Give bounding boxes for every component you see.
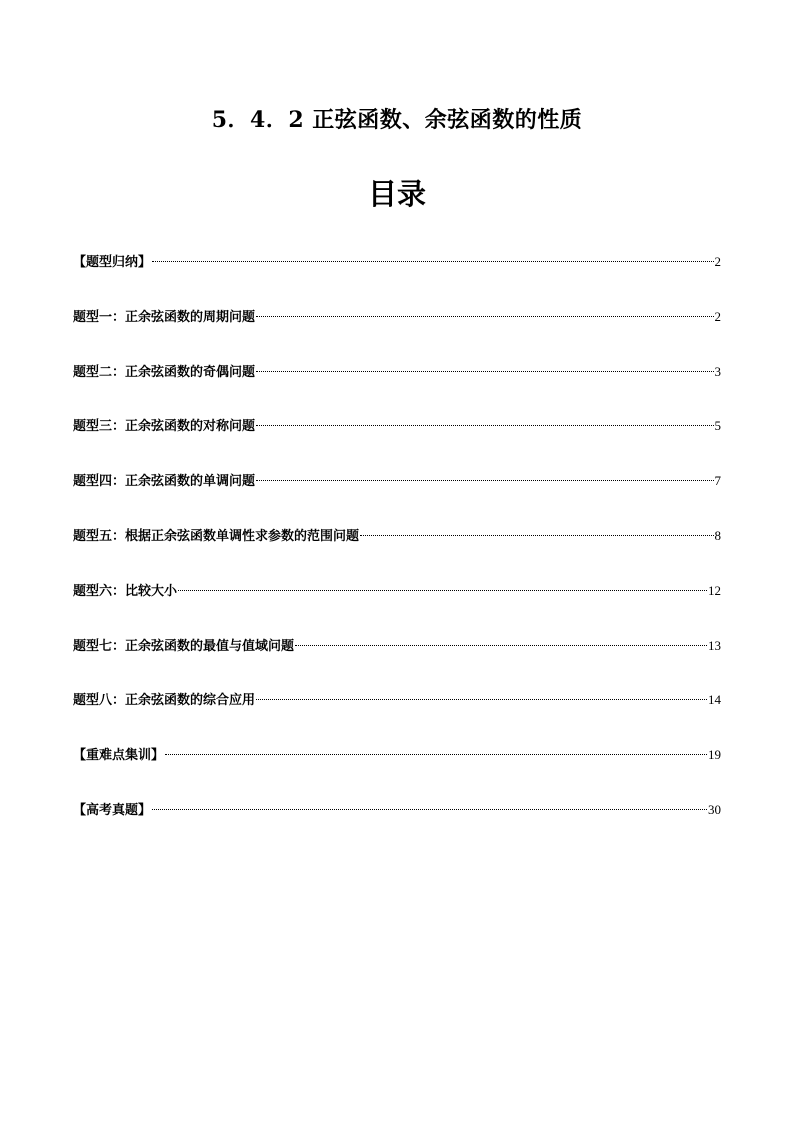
document-title: 5．4．2 正弦函数、余弦函数的性质 <box>211 107 583 133</box>
toc-entry-label: 【重难点集训】 <box>73 748 165 764</box>
toc-entry-page: 12 <box>708 582 721 598</box>
toc-entry-label: 【高考真题】 <box>73 802 152 818</box>
toc-entry-label: 题型二：正余弦函数的奇偶问题 <box>73 364 256 380</box>
toc-entry-type-6[interactable] <box>73 579 721 634</box>
toc-entry-type-1[interactable] <box>73 305 721 360</box>
toc-entry-type-4[interactable] <box>73 469 721 524</box>
toc-leader-dots <box>256 370 713 372</box>
toc-leader-dots <box>165 753 707 755</box>
toc-leader-dots <box>256 424 713 426</box>
toc-leader-dots <box>178 589 707 591</box>
toc-entry-page: 19 <box>708 747 721 763</box>
toc-leader-dots <box>256 479 713 481</box>
toc-entry-type-3[interactable] <box>73 414 721 469</box>
toc-entry-label: 题型七：正余弦函数的最值与值域问题 <box>73 638 295 654</box>
toc-entry-label: 题型四：正余弦函数的单调问题 <box>73 474 256 490</box>
toc-entry-question-types[interactable] <box>73 250 721 305</box>
toc-entry-page: 8 <box>714 527 721 543</box>
toc-entry-type-8[interactable] <box>73 688 721 743</box>
toc-entry-page: 2 <box>714 308 721 324</box>
toc-entry-page: 5 <box>714 418 721 434</box>
toc-entry-page: 13 <box>708 637 721 653</box>
toc-leader-dots <box>152 260 713 262</box>
toc-entry-page: 2 <box>714 254 721 269</box>
toc-leader-dots <box>256 315 713 317</box>
toc-leader-dots <box>295 644 707 646</box>
toc-entry-page: 3 <box>714 363 721 379</box>
table-of-contents <box>73 250 721 853</box>
toc-entry-page: 30 <box>708 801 721 817</box>
toc-entry-page: 7 <box>714 473 721 489</box>
toc-entry-label: 题型六：比较大小 <box>73 583 178 599</box>
toc-entry-key-difficult-points[interactable] <box>73 743 721 798</box>
toc-entry-exam-questions[interactable] <box>73 798 721 853</box>
toc-entry-label: 题型五：根据正余弦函数单调性求参数的范围问题 <box>73 528 360 544</box>
toc-entry-label: 题型三：正余弦函数的对称问题 <box>73 419 256 435</box>
toc-entry-label: 题型一：正余弦函数的周期问题 <box>73 309 256 325</box>
toc-leader-dots <box>256 698 707 700</box>
toc-leader-dots <box>152 808 707 810</box>
toc-entry-type-7[interactable] <box>73 634 721 689</box>
toc-entry-label: 【题型归纳】 <box>73 255 152 270</box>
toc-entry-page: 14 <box>708 692 721 708</box>
toc-entry-type-2[interactable] <box>73 360 721 415</box>
toc-leader-dots <box>360 534 713 536</box>
toc-entry-label: 题型八：正余弦函数的综合应用 <box>73 693 256 709</box>
toc-heading: 目录 <box>367 177 426 211</box>
toc-entry-type-5[interactable] <box>73 524 721 579</box>
